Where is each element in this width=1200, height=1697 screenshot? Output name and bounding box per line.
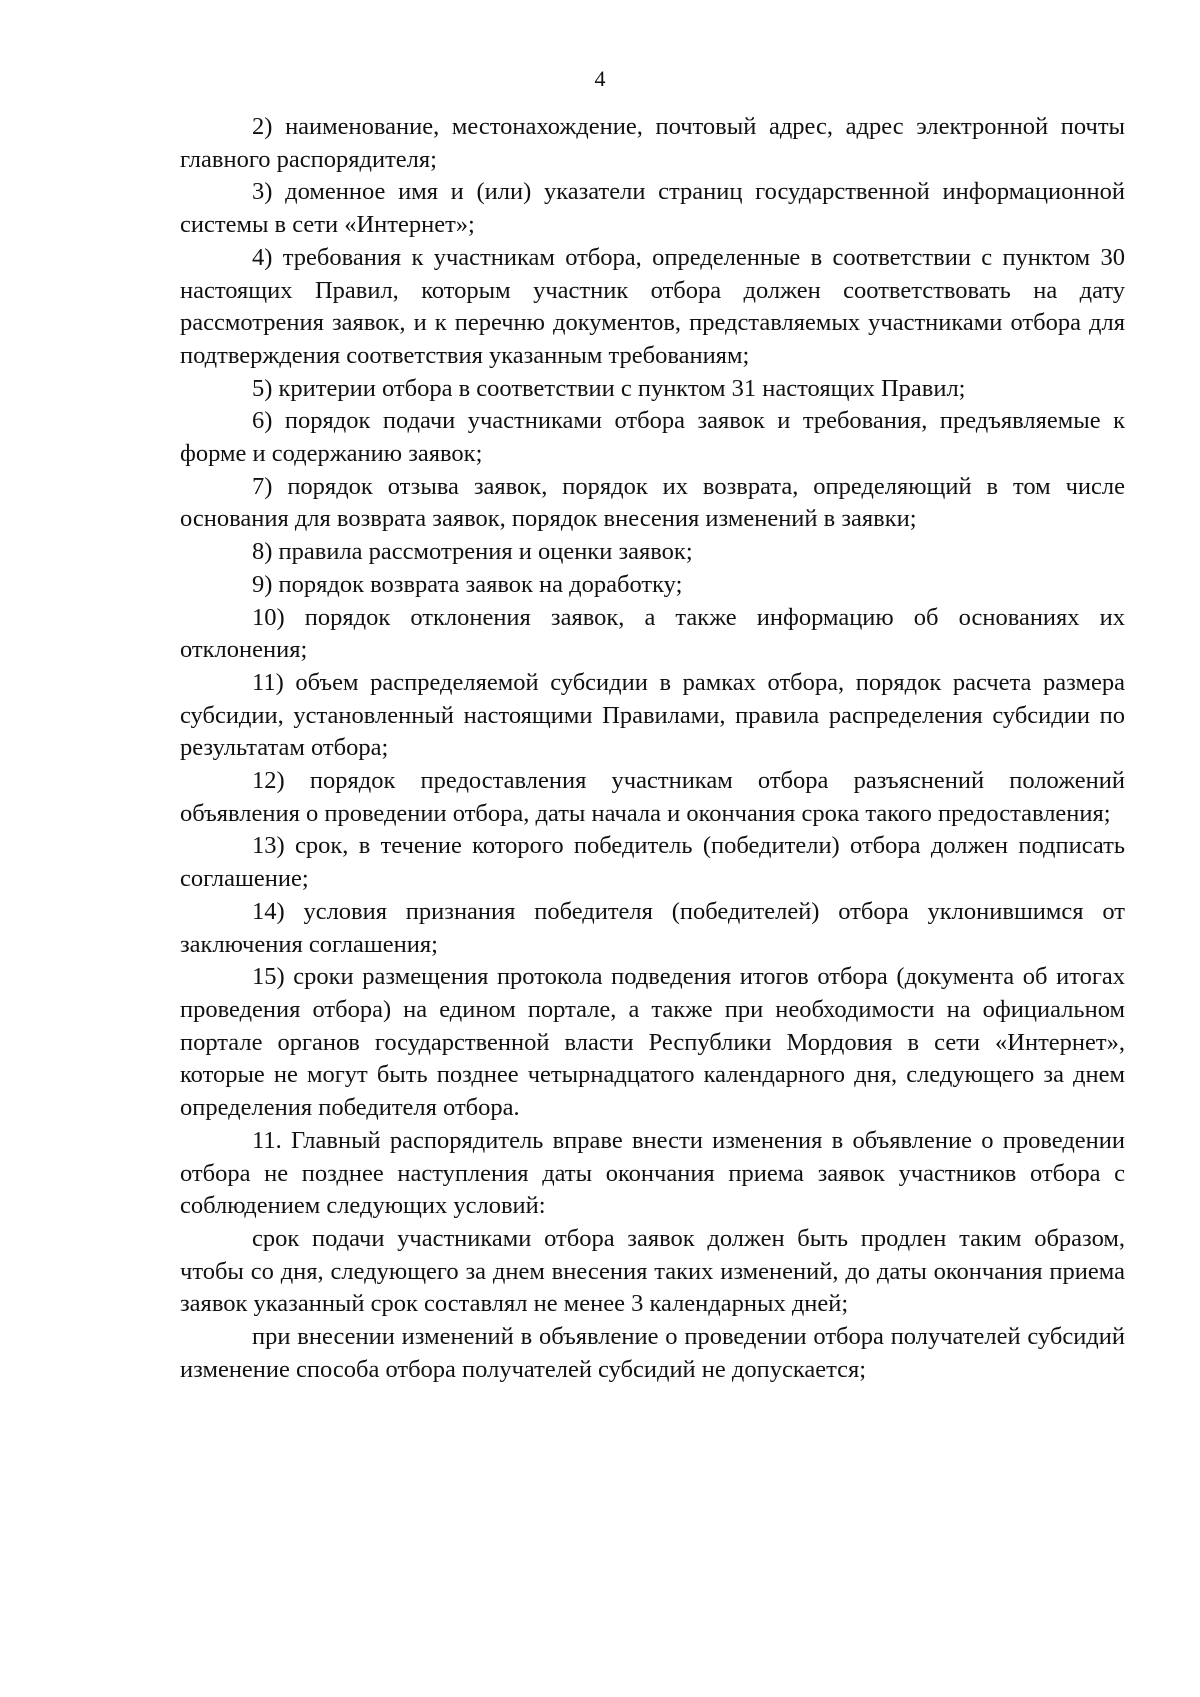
list-item-7: 7) порядок отзыва заявок, порядок их возврата, определяющий в том числе основания для возврата заявок, порядок внесения изменений в заявки; — [180, 472, 1125, 533]
list-item-4: 4) требования к участникам отбора, определенные в соответствии с пунктом 30 настоящих Правил, которым участник отбора должен соответствовать на дату рассмотрения заявок, и к перечню документов, представляемых участниками отбора для подтверждения соответствия указанным требованиям; — [180, 243, 1125, 369]
list-item-14: 14) условия признания победителя (победителей) отбора уклонившимся от заключения соглашения; — [180, 897, 1125, 958]
list-item-3: 3) доменное имя и (или) указатели страниц государственной информационной системы в сети «Интернет»; — [180, 178, 1125, 239]
list-item-15: 15) сроки размещения протокола подведения итогов отбора (документа об итогах проведения отбора) на едином портале, а также при необходимости на официальном портале органов государственной власти Республики Мордовия в сети «Интернет», которые не могут быть позднее четырнадцатого календарного дня, следующего за днем определения победителя отбора. — [180, 963, 1125, 1122]
list-item-6: 6) порядок подачи участниками отбора заявок и требования, предъявляемые к форме и содержанию заявок; — [180, 407, 1125, 468]
list-item-10: 10) порядок отклонения заявок, а также информацию об основаниях их отклонения; — [180, 603, 1125, 664]
list-item-5: 5) критерии отбора в соответствии с пунктом 31 настоящих Правил; — [252, 374, 966, 402]
list-item-2: 2) наименование, местонахождение, почтовый адрес, адрес электронной почты главного распорядителя; — [180, 113, 1125, 173]
list-item-11: 11) объем распределяемой субсидии в рамках отбора, порядок расчета размера субсидии, установленный настоящими Правилами, правила распределения субсидии по результатам отбора; — [180, 668, 1125, 762]
list-item-8: 8) правила рассмотрения и оценки заявок; — [252, 538, 693, 566]
condition-paragraph-1: срок подачи участниками отбора заявок должен быть продлен таким образом, чтобы со дня, следующего за днем внесения таких изменений, до даты окончания приема заявок указанный срок составлял не менее 3 календарных дней; — [180, 1224, 1125, 1318]
list-item-9: 9) порядок возврата заявок на доработку; — [252, 570, 683, 598]
page-number: 4 — [594, 66, 606, 91]
list-item-13: 13) срок, в течение которого победитель (победители) отбора должен подписать соглашение; — [180, 832, 1125, 893]
condition-paragraph-2: при внесении изменений в объявление о проведении отбора получателей субсидий изменение способа отбора получателей субсидий не допускается; — [180, 1323, 1125, 1383]
clause-11: 11. Главный распорядитель вправе внести изменения в объявление о проведении отбора не позднее наступления даты окончания приема заявок участников отбора с соблюдением следующих условий: — [180, 1126, 1125, 1220]
document-body — [180, 111, 1125, 1386]
list-item-12: 12) порядок предоставления участникам отбора разъяснений положений объявления о проведении отбора, даты начала и окончания срока такого предоставления; — [180, 767, 1125, 827]
